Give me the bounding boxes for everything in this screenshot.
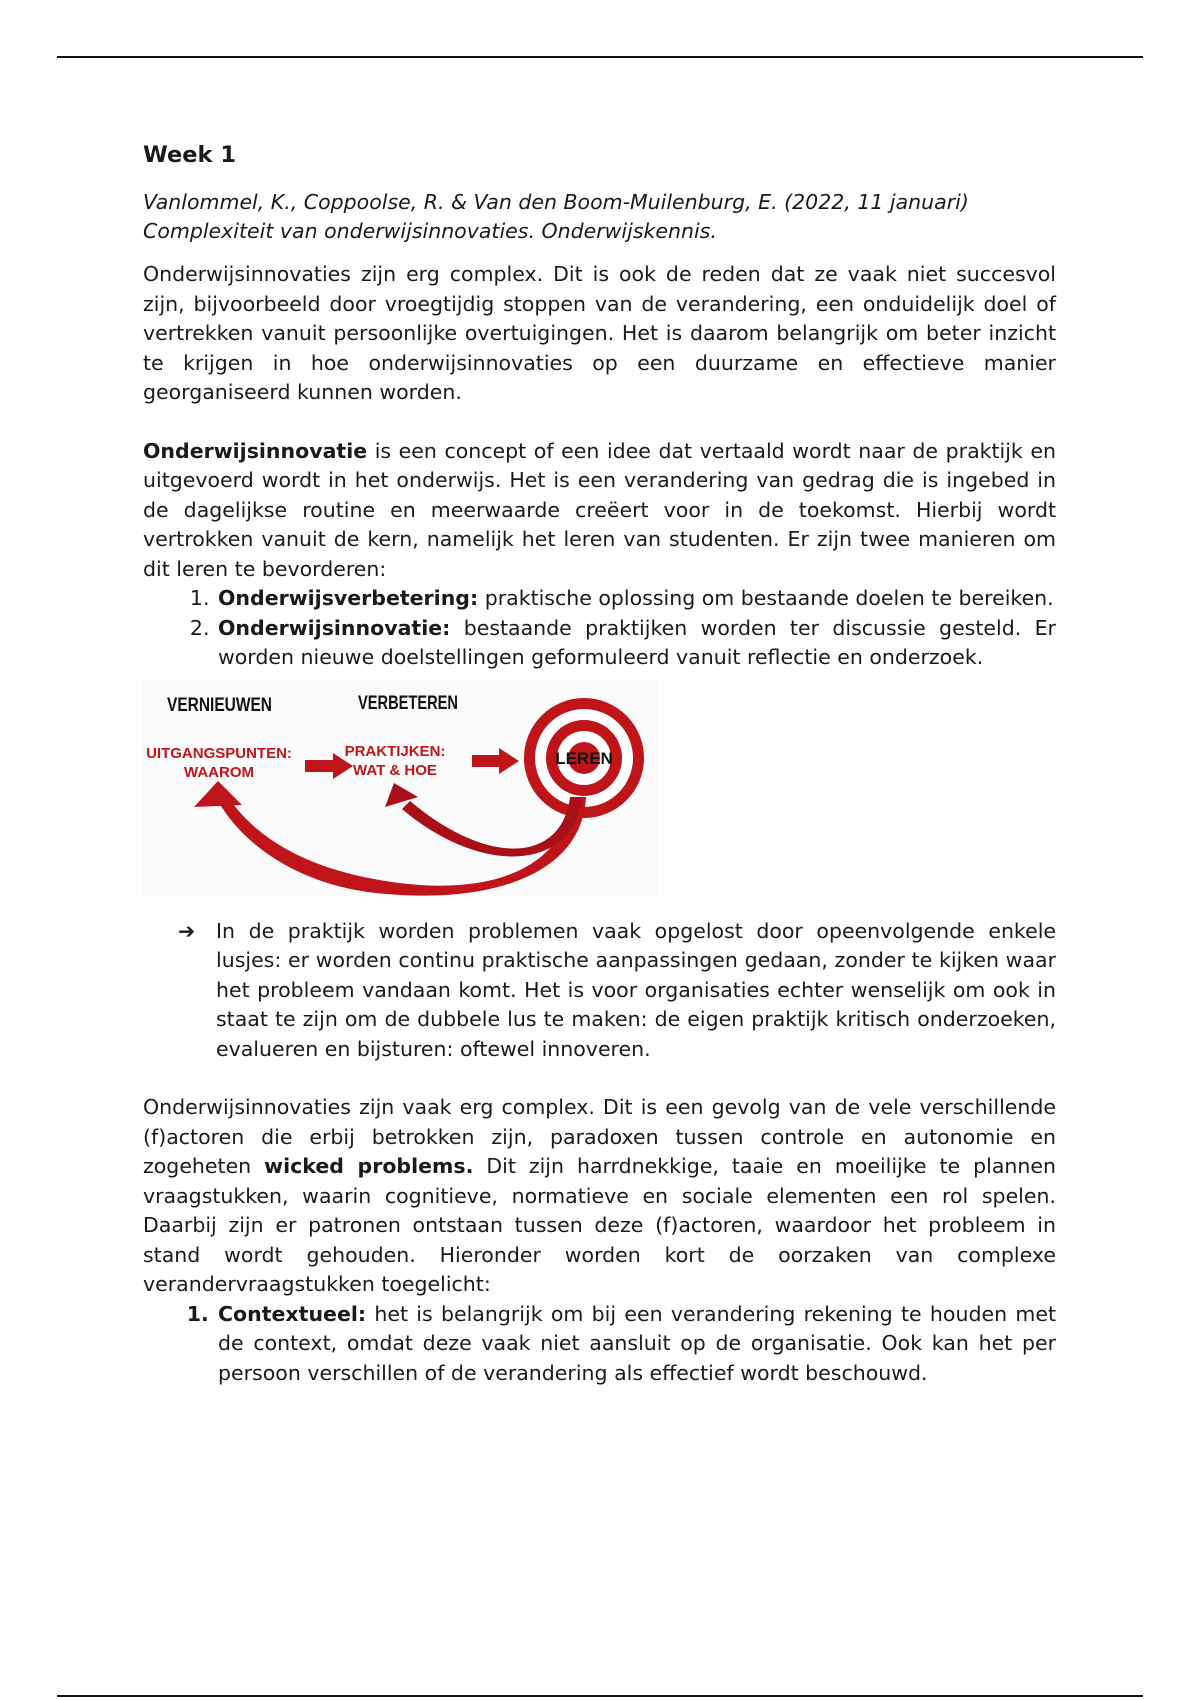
learning-loop-figure (142, 679, 658, 897)
header-rule (57, 56, 1143, 58)
list-item-term: Contextueel: (218, 1301, 367, 1326)
document-body (143, 140, 1056, 1388)
complexity-text-2: Dit zijn harrdnekkige, taaie en moeilijke te plannen vraagstukken, waarin cognitieve, normatieve en sociale elementen een rol spelen. Daarbij zijn er patronen ontstaan tussen deze (f)actoren, waardoor het probleem in stand wordt gehouden. Hieronder worden kort de oorzaken van complexe verandervraagstukken toegelicht: (143, 1154, 1056, 1296)
page-heading: Week 1 (143, 142, 236, 168)
arrow-note (143, 917, 1056, 1065)
list-ways (143, 584, 1056, 673)
list-item (216, 1300, 1056, 1389)
target-label-leren: LEREN (555, 748, 613, 768)
learning-loop-diagram (142, 679, 658, 897)
box-praktijken-line2: WAT & HOE (353, 761, 437, 779)
footer-rule (57, 1695, 1143, 1697)
box-uitgangspunten-line2: WAAROM (184, 763, 254, 781)
list-item (216, 584, 1056, 614)
definition-text: is een concept of een idee dat vertaald wordt naar de praktijk en uitgevoerd wordt in het onderwijs. Het is een verandering van gedrag die is ingebed in de dagelijkse routine en meerwaarde creëert voor in de toekomst. Hierbij wordt vertrokken vanuit de kern, namelijk het leren van studenten. Er zijn twee manieren om dit leren te bevorderen: (143, 438, 1056, 581)
list-item-text: bestaande praktijken worden ter discussie gesteld. Er worden nieuwe doelstellingen geformuleerd vanuit reflectie en onderzoek. (218, 615, 1056, 669)
arrow-note-text: In de praktijk worden problemen vaak opgelost door opeenvolgende enkele lusjes: er worden continu praktische aanpassingen gedaan, zonder te kijken waar het probleem vandaan komt. Het is voor organisaties echter wenselijk om ook in staat te zijn om de dubbele lus te maken: de eigen praktijk kritisch onderzoeken, evalueren en bijsturen: oftewel innoveren. (216, 918, 1056, 1061)
label-verbeteren: VERBETEREN (358, 692, 458, 714)
list-item-text: praktische oplossing om bestaande doelen te bereiken. (478, 586, 1054, 610)
box-praktijken-line1: PRAKTIJKEN: (344, 742, 446, 760)
list-item-text: het is belangrijk om bij een verandering rekening te houden met de context, omdat deze vaak niet aansluit op de organisatie. Ook kan het per persoon verschillen of de verandering als effectief wordt beschouwd. (218, 1301, 1056, 1385)
reference-line-2: Complexiteit van onderwijsinnovaties. Onderwijskennis. (143, 219, 717, 243)
term-wicked-problems: wicked problems. (264, 1154, 474, 1178)
paragraph-complexity (143, 1093, 1056, 1300)
box-uitgangspunten-line1: UITGANGSPUNTEN: (146, 744, 292, 762)
list-item-term: Onderwijsinnovatie: (218, 615, 451, 640)
list-item-term: Onderwijsverbetering: (218, 586, 479, 610)
complexity-text-1: Onderwijsinnovaties zijn vaak erg complex. Dit is een gevolg van de vele verschillende (f)actoren die erbij betrokken zijn, paradoxen tussen controle en autonomie en zogeheten (143, 1095, 1056, 1178)
list-item (216, 614, 1056, 673)
reference (143, 188, 1056, 246)
list-causes (143, 1300, 1056, 1389)
label-vernieuwen: VERNIEUWEN (167, 694, 272, 716)
term-onderwijsinnovatie: Onderwijsinnovatie (143, 438, 368, 463)
paragraph-definition (143, 437, 1056, 585)
reference-line-1: Vanlommel, K., Coppoolse, R. & Van den Boom-Muilenburg, E. (2022, 11 januari) (143, 190, 969, 214)
paragraph-intro: Onderwijsinnovaties zijn erg complex. Dit is ook de reden dat ze vaak niet succesvol zijn, bijvoorbeeld door vroegtijdig stoppen van de verandering, een onduidelijk doel of vertrekken vanuit persoonlijke overtuigingen. Het is daarom belangrijk om beter inzicht te krijgen in hoe onderwijsinnovaties op een duurzame en effectieve manier georganiseerd kunnen worden. (143, 262, 1056, 404)
arrow-right-icon: ➔ (178, 918, 196, 943)
